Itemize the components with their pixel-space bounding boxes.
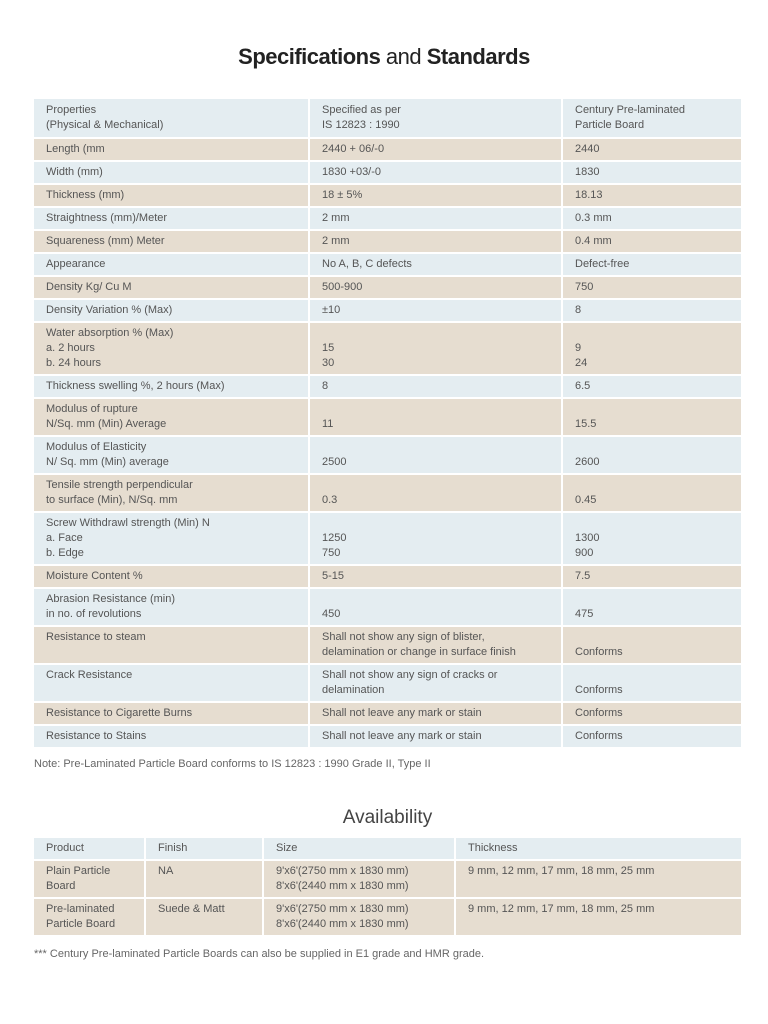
century-cell	[563, 139, 741, 162]
table-row	[34, 208, 741, 231]
century-cell	[563, 323, 741, 376]
spec-cell	[310, 475, 563, 513]
table-row	[34, 475, 741, 513]
property-cell	[34, 627, 310, 665]
table-row	[34, 437, 741, 475]
table-row	[34, 399, 741, 437]
cell-line: Board	[46, 880, 76, 892]
cell-line: 750	[322, 547, 341, 559]
cell-line: 9'x6'(2750 mm x 1830 mm)	[276, 865, 409, 877]
cell-line: Shall not show any sign of cracks or	[322, 669, 498, 681]
title-bold-1: Specifications	[238, 44, 381, 69]
cell-line: Conforms	[575, 707, 623, 719]
cell-line: Shall not show any sign of blister,	[322, 631, 485, 643]
cell-line: N/ Sq. mm (Min) average	[46, 456, 169, 468]
cell-line: Particle Board	[575, 119, 645, 131]
product-cell	[34, 899, 146, 937]
cell-line: Plain Particle	[46, 865, 111, 877]
header-cell: Size	[264, 838, 456, 861]
cell-line: Crack Resistance	[46, 669, 133, 681]
cell-line: Resistance to Stains	[46, 730, 147, 742]
century-cell	[563, 726, 741, 749]
table-row	[34, 627, 741, 665]
cell-line: 2440 + 06/-0	[322, 143, 385, 155]
table-row	[34, 899, 741, 937]
property-cell	[34, 513, 310, 566]
century-cell	[563, 185, 741, 208]
table-row	[34, 861, 741, 899]
cell-line: 2 mm	[322, 235, 350, 247]
cell-line: 18.13	[575, 189, 603, 201]
cell-line: Moisture Content %	[46, 570, 143, 582]
spec-cell	[310, 703, 563, 726]
cell-line: Resistance to steam	[46, 631, 146, 643]
cell-line: No A, B, C defects	[322, 258, 412, 270]
cell-line: in no. of revolutions	[46, 608, 142, 620]
cell-line: Straightness (mm)/Meter	[46, 212, 168, 224]
header-cell	[310, 99, 563, 139]
cell-line: 8'x6'(2440 mm x 1830 mm)	[276, 880, 409, 892]
cell-line: ±10	[322, 304, 341, 316]
spec-cell	[310, 300, 563, 323]
thickness-cell	[456, 899, 741, 937]
spec-cell	[310, 254, 563, 277]
availability-table	[34, 838, 741, 937]
cell-line: 9'x6'(2750 mm x 1830 mm)	[276, 903, 409, 915]
header-cell: Thickness	[456, 838, 741, 861]
cell-line: Shall not leave any mark or stain	[322, 707, 482, 719]
content	[34, 99, 741, 962]
century-cell	[563, 513, 741, 566]
cell-line: Particle Board	[46, 918, 116, 930]
table-row	[34, 277, 741, 300]
cell-line: a. Face	[46, 532, 83, 544]
cell-line: NA	[158, 865, 174, 877]
spec-cell	[310, 208, 563, 231]
property-cell	[34, 665, 310, 703]
cell-line: a. 2 hours	[46, 342, 95, 354]
spec-cell	[310, 231, 563, 254]
spec-cell	[310, 376, 563, 399]
spec-cell	[310, 566, 563, 589]
cell-line: Thickness swelling %, 2 hours (Max)	[46, 380, 225, 392]
cell-line: (Physical & Mechanical)	[46, 119, 164, 131]
availability-footnote: *** Century Pre-laminated Particle Boards can also be supplied in E1 grade and HMR grade.	[34, 948, 485, 960]
table-row	[34, 323, 741, 376]
cell-line: 9	[575, 342, 582, 354]
property-cell	[34, 399, 310, 437]
cell-line: 8	[575, 304, 582, 316]
spec-note: Note: Pre-Laminated Particle Board conforms to IS 12823 : 1990 Grade II, Type II	[34, 758, 431, 770]
header-cell: Product	[34, 838, 146, 861]
cell-line: Thickness (mm)	[46, 189, 125, 201]
property-cell	[34, 475, 310, 513]
cell-line: Specified as per	[322, 104, 401, 116]
spec-cell	[310, 139, 563, 162]
cell-line: Century Pre-laminated	[575, 104, 686, 116]
century-cell	[563, 277, 741, 300]
finish-cell	[146, 899, 264, 937]
cell-line: 500-900	[322, 281, 363, 293]
century-cell	[563, 208, 741, 231]
property-cell	[34, 162, 310, 185]
cell-line: Pre-laminated	[46, 903, 115, 915]
spec-cell	[310, 437, 563, 475]
thickness-cell	[456, 861, 741, 899]
property-cell	[34, 437, 310, 475]
table-row	[34, 376, 741, 399]
cell-line: 900	[575, 547, 594, 559]
cell-line: b. 24 hours	[46, 357, 102, 369]
header-cell: Finish	[146, 838, 264, 861]
table-row	[34, 139, 741, 162]
cell-line: Shall not leave any mark or stain	[322, 730, 482, 742]
cell-line: Tensile strength perpendicular	[46, 479, 193, 491]
century-cell	[563, 399, 741, 437]
cell-line: Properties	[46, 104, 97, 116]
cell-line: 0.4 mm	[575, 235, 612, 247]
cell-line: Length (mm	[46, 143, 105, 155]
cell-line: 1830 +03/-0	[322, 166, 382, 178]
cell-line: 15.5	[575, 418, 597, 430]
cell-line: 1830	[575, 166, 600, 178]
property-cell	[34, 323, 310, 376]
century-cell	[563, 627, 741, 665]
cell-line: Screw Withdrawl strength (Min) N	[46, 517, 210, 529]
cell-line: Conforms	[575, 730, 623, 742]
cell-line: 9 mm, 12 mm, 17 mm, 18 mm, 25 mm	[468, 903, 655, 915]
spec-cell	[310, 665, 563, 703]
cell-line: Appearance	[46, 258, 106, 270]
cell-line: 0.3	[322, 494, 338, 506]
cell-line: Resistance to Cigarette Burns	[46, 707, 193, 719]
table-row	[34, 665, 741, 703]
century-cell	[563, 254, 741, 277]
cell-line: to surface (Min), N/Sq. mm	[46, 494, 178, 506]
spec-cell	[310, 185, 563, 208]
cell-line: Modulus of rupture	[46, 403, 138, 415]
property-cell	[34, 589, 310, 627]
cell-line: 2440	[575, 143, 600, 155]
spec-cell	[310, 627, 563, 665]
property-cell	[34, 300, 310, 323]
cell-line: delamination or change in surface finish	[322, 646, 516, 658]
product-cell	[34, 861, 146, 899]
spec-cell	[310, 399, 563, 437]
cell-line: 24	[575, 357, 588, 369]
century-cell	[563, 162, 741, 185]
table-header-row	[34, 838, 741, 861]
cell-line: 11	[322, 418, 334, 430]
century-cell	[563, 376, 741, 399]
cell-line: 9 mm, 12 mm, 17 mm, 18 mm, 25 mm	[468, 865, 655, 877]
property-cell	[34, 277, 310, 300]
cell-line: 15	[322, 342, 335, 354]
size-cell	[264, 861, 456, 899]
table-row	[34, 185, 741, 208]
cell-line: 2 mm	[322, 212, 350, 224]
cell-line: Defect-free	[575, 258, 630, 270]
cell-line: 450	[322, 608, 341, 620]
cell-line: 750	[575, 281, 594, 293]
cell-line: Water absorption % (Max)	[46, 327, 174, 339]
table-row	[34, 726, 741, 749]
table-row	[34, 703, 741, 726]
century-cell	[563, 589, 741, 627]
century-cell	[563, 300, 741, 323]
cell-line: Width (mm)	[46, 166, 103, 178]
table-row	[34, 589, 741, 627]
cell-line: 30	[322, 357, 335, 369]
property-cell	[34, 208, 310, 231]
spec-cell	[310, 589, 563, 627]
property-cell	[34, 185, 310, 208]
cell-line: Squareness (mm) Meter	[46, 235, 165, 247]
property-cell	[34, 376, 310, 399]
cell-line: 8'x6'(2440 mm x 1830 mm)	[276, 918, 409, 930]
century-cell	[563, 475, 741, 513]
table-row	[34, 254, 741, 277]
century-cell	[563, 703, 741, 726]
spec-cell	[310, 323, 563, 376]
cell-line: 8	[322, 380, 329, 392]
cell-line: delamination	[322, 684, 385, 696]
century-cell	[563, 566, 741, 589]
cell-line: 2500	[322, 456, 347, 468]
finish-cell	[146, 861, 264, 899]
century-cell	[563, 231, 741, 254]
table-row	[34, 162, 741, 185]
specifications-table	[34, 99, 741, 749]
availability-title: Availability	[342, 807, 433, 828]
cell-line: N/Sq. mm (Min) Average	[46, 418, 167, 430]
property-cell	[34, 703, 310, 726]
cell-line: Density Kg/ Cu M	[46, 281, 132, 293]
property-cell	[34, 139, 310, 162]
cell-line: Abrasion Resistance (min)	[46, 593, 175, 605]
spec-cell	[310, 162, 563, 185]
property-cell	[34, 566, 310, 589]
cell-line: Modulus of Elasticity	[46, 441, 147, 453]
cell-line: Density Variation % (Max)	[46, 304, 173, 316]
spec-cell	[310, 726, 563, 749]
spec-cell	[310, 513, 563, 566]
property-cell	[34, 231, 310, 254]
cell-line: 6.5	[575, 380, 591, 392]
title-mid: and	[380, 44, 427, 69]
cell-line: 5-15	[322, 570, 345, 582]
table-row	[34, 231, 741, 254]
property-cell	[34, 254, 310, 277]
table-row	[34, 566, 741, 589]
cell-line: Conforms	[575, 684, 623, 696]
cell-line: 1250	[322, 532, 347, 544]
header-cell	[563, 99, 741, 139]
cell-line: 0.45	[575, 494, 597, 506]
size-cell	[264, 899, 456, 937]
cell-line: 7.5	[575, 570, 591, 582]
table-header-row	[34, 99, 741, 139]
cell-line: 0.3 mm	[575, 212, 612, 224]
cell-line: Conforms	[575, 646, 623, 658]
spec-cell	[310, 277, 563, 300]
cell-line: b. Edge	[46, 547, 84, 559]
cell-line: 18 ± 5%	[322, 189, 363, 201]
title-bold-2: Standards	[426, 44, 530, 69]
header-cell	[34, 99, 310, 139]
century-cell	[563, 437, 741, 475]
cell-line: 2600	[575, 456, 600, 468]
table-row	[34, 513, 741, 566]
century-cell	[563, 665, 741, 703]
page-title	[0, 44, 768, 70]
cell-line: 1300	[575, 532, 600, 544]
cell-line: Suede & Matt	[158, 903, 225, 915]
table-row	[34, 300, 741, 323]
cell-line: 475	[575, 608, 594, 620]
property-cell	[34, 726, 310, 749]
cell-line: IS 12823 : 1990	[322, 119, 400, 131]
